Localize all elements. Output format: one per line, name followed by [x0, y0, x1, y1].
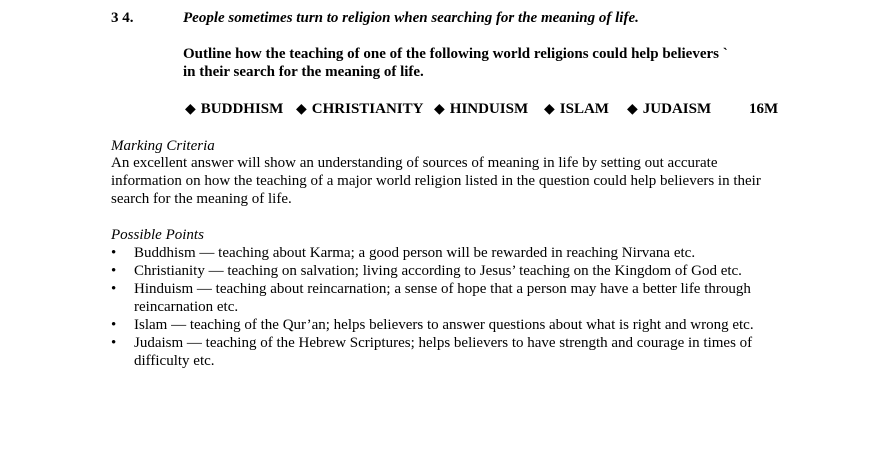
- option-label: JUDAISM: [642, 101, 712, 117]
- question-number: 3 4.: [111, 10, 134, 26]
- list-item: [111, 244, 791, 262]
- bullet-icon: •: [111, 281, 117, 297]
- bullet-icon: •: [111, 263, 117, 279]
- criteria-line: information on how the teaching of a major world religion listed in the question could help believers in their: [111, 173, 761, 189]
- option-label: HINDUISM: [449, 101, 529, 117]
- instruction-line: in their search for the meaning of life.: [183, 64, 424, 80]
- possible-points-list: [111, 244, 791, 370]
- bullet-icon: •: [111, 335, 117, 351]
- instruction-line: Outline how the teaching of one of the following world religions could help believers `: [183, 46, 728, 62]
- list-item: [111, 280, 791, 316]
- point-text: Judaism — teaching of the Hebrew Scriptures; helps believers to have strength and courage in times of: [134, 335, 753, 351]
- diamond-icon: ◆: [627, 102, 638, 117]
- diamond-icon: ◆: [185, 102, 196, 117]
- point-text-continued: difficulty etc.: [134, 353, 215, 369]
- bullet-icon: •: [111, 245, 117, 261]
- point-text: Islam — teaching of the Qur’an; helps believers to answer questions about what is right and wrong etc.: [134, 317, 754, 333]
- option-buddhism: [185, 100, 283, 119]
- list-item: [111, 262, 791, 280]
- option-judaism: [627, 100, 711, 119]
- point-text: Christianity — teaching on salvation; living according to Jesus’ teaching on the Kingdom of God etc.: [134, 263, 742, 279]
- point-text: Buddhism — teaching about Karma; a good person will be rewarded in reaching Nirvana etc.: [134, 245, 696, 261]
- marks-allocation: 16M: [749, 101, 779, 117]
- point-text-continued: reincarnation etc.: [134, 299, 239, 315]
- list-item: [111, 316, 791, 334]
- marking-criteria-heading: Marking Criteria: [111, 138, 215, 154]
- diamond-icon: ◆: [544, 102, 555, 117]
- point-text: Hinduism — teaching about reincarnation; a sense of hope that a person may have a better life through: [134, 281, 751, 297]
- question-instruction: [183, 45, 728, 81]
- criteria-line: An excellent answer will show an understanding of sources of meaning in life by setting out accurate: [111, 155, 718, 171]
- question-prompt: People sometimes turn to religion when searching for the meaning of life.: [183, 10, 639, 26]
- possible-points-heading: Possible Points: [111, 227, 204, 243]
- option-christianity: [296, 100, 423, 119]
- option-islam: [544, 100, 609, 119]
- marking-criteria-text: [111, 154, 791, 208]
- diamond-icon: ◆: [434, 102, 445, 117]
- option-label: BUDDHISM: [200, 101, 284, 117]
- criteria-line: search for the meaning of life.: [111, 191, 292, 207]
- option-hinduism: [434, 100, 528, 119]
- option-label: ISLAM: [559, 101, 609, 117]
- list-item: [111, 334, 791, 370]
- option-label: CHRISTIANITY: [311, 101, 424, 117]
- diamond-icon: ◆: [296, 102, 307, 117]
- bullet-icon: •: [111, 317, 117, 333]
